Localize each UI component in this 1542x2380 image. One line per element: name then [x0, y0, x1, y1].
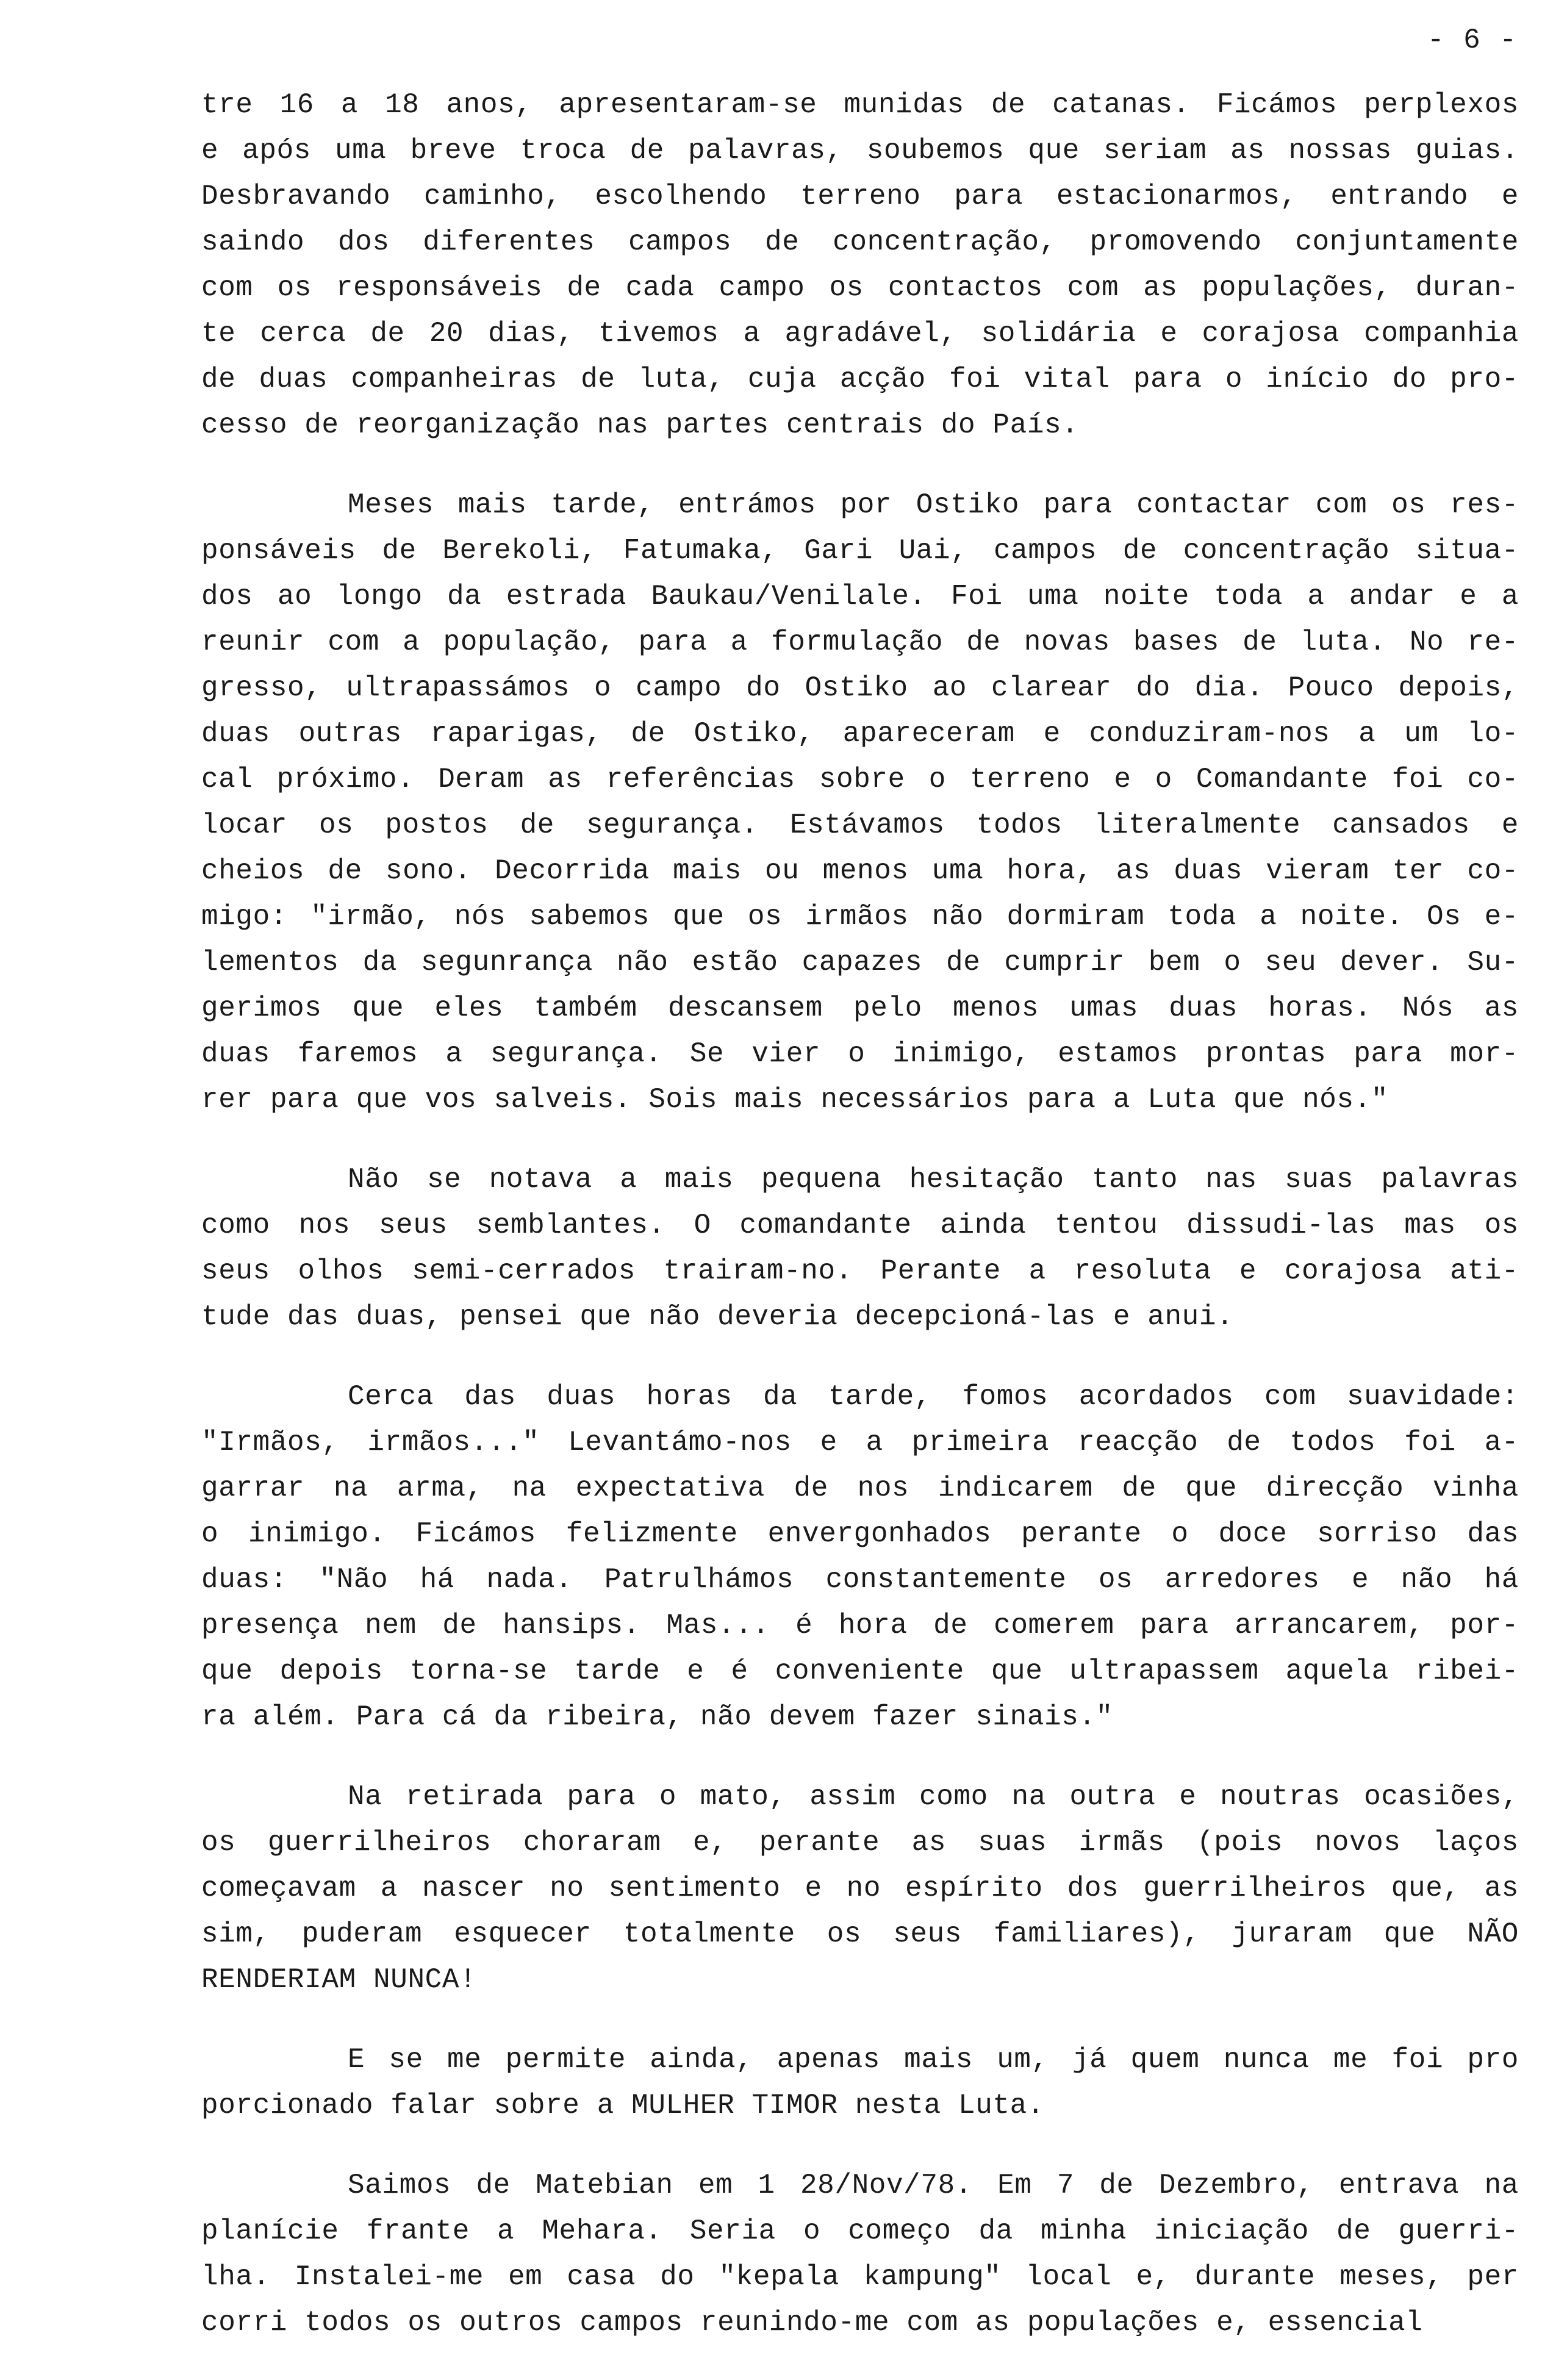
paragraph [201, 482, 1519, 1123]
text-line: garrar na arma, na expectativa de nos indicarem de que direcção vinha [201, 1472, 1519, 1504]
text-line: tre 16 a 18 anos, apresentaram-se munidas de catanas. Ficámos perplexos [201, 89, 1519, 121]
paragraph [201, 82, 1519, 448]
text-line: porcionado falar sobre a MULHER TIMOR nesta Luta. [201, 2090, 1045, 2121]
paragraph [201, 2163, 1519, 2346]
text-line: reunir com a população, para a formulação de novas bases de luta. No re- [201, 626, 1519, 658]
text-line: ponsáveis de Berekoli, Fatumaka, Gari Uai, campos de concentração situa- [201, 535, 1519, 567]
text-line: dos ao longo da estrada Baukau/Venilale. Foi uma noite toda a andar e a [201, 581, 1519, 612]
text-line: como nos seus semblantes. O comandante ainda tentou dissudi-las mas os [201, 1210, 1519, 1241]
text-line: duas faremos a segurança. Se vier o inimigo, estamos prontas para mor- [201, 1038, 1519, 1070]
text-line: locar os postos de segurança. Estávamos todos literalmente cansados e [201, 809, 1519, 841]
text-line: migo: "irmão, nós sabemos que os irmãos não dormiram toda a noite. Os e- [201, 901, 1519, 933]
text-line: Saimos de Matebian em 1 28/Nov/78. Em 7 de Dezembro, entrava na [348, 2170, 1519, 2201]
text-line: gresso, ultrapassámos o campo do Ostiko ao clarear do dia. Pouco depois, [201, 672, 1519, 704]
text-line: Meses mais tarde, entrámos por Ostiko para contactar com os res- [348, 489, 1519, 521]
text-line: lementos da segunrança não estão capazes de cumprir bem o seu dever. Su- [201, 947, 1519, 978]
text-line: rer para que vos salveis. Sois mais necessários para a Luta que nós." [201, 1084, 1389, 1116]
text-line: seus olhos semi-cerrados trairam-no. Perante a resoluta e corajosa ati- [201, 1255, 1519, 1287]
text-line: cheios de sono. Decorrida mais ou menos uma hora, as duas vieram ter co- [201, 855, 1519, 887]
text-line: que depois torna-se tarde e é conveniente que ultrapassem aquela ribei- [201, 1655, 1519, 1687]
text-line: duas outras raparigas, de Ostiko, apareceram e conduziram-nos a um lo- [201, 718, 1519, 750]
text-line: cal próximo. Deram as referências sobre o terreno e o Comandante foi co- [201, 764, 1519, 795]
paragraph [201, 1157, 1519, 1340]
text-line: cesso de reorganização nas partes centrais do País. [201, 409, 1079, 441]
document-body [201, 82, 1519, 2380]
text-line: Não se notava a mais pequena hesitação tanto nas suas palavras [348, 1164, 1519, 1195]
text-line: ra além. Para cá da ribeira, não devem fazer sinais." [201, 1701, 1113, 1733]
text-line: "Irmãos, irmãos..." Levantámo-nos e a primeira reacção de todos foi a- [201, 1427, 1519, 1458]
text-line: duas: "Não há nada. Patrulhámos constantemente os arredores e não há [201, 1564, 1519, 1596]
text-line: RENDERIAM NUNCA! [201, 1964, 477, 1996]
text-line: os guerrilheiros choraram e, perante as suas irmãs (pois novos laços [201, 1827, 1519, 1858]
text-line: saindo dos diferentes campos de concentração, promovendo conjuntamente [201, 226, 1519, 258]
text-line: sim, puderam esquecer totalmente os seus familiares), juraram que NÃO [201, 1918, 1519, 1950]
text-line: presença nem de hansips. Mas... é hora de comerem para arrancarem, por- [201, 1610, 1519, 1641]
paragraph [201, 2037, 1519, 2129]
text-line: corri todos os outros campos reunindo-me com as populações e, essencial [201, 2307, 1423, 2339]
text-line: lha. Instalei-me em casa do "kepala kampung" local e, durante meses, per [201, 2261, 1519, 2293]
text-line: com os responsáveis de cada campo os contactos com as populações, duran- [201, 272, 1519, 304]
text-line: e após uma breve troca de palavras, soubemos que seriam as nossas guias. [201, 135, 1519, 167]
text-line: tude das duas, pensei que não deveria decepcioná-las e anui. [201, 1301, 1234, 1333]
text-line: o inimigo. Ficámos felizmente envergonhados perante o doce sorriso das [201, 1518, 1519, 1550]
text-line: Cerca das duas horas da tarde, fomos acordados com suavidade: [348, 1381, 1519, 1413]
text-line: E se me permite ainda, apenas mais um, já quem nunca me foi pro [348, 2044, 1519, 2076]
paragraph [201, 1374, 1519, 1740]
text-line: de duas companheiras de luta, cuja acção foi vital para o início do pro- [201, 364, 1519, 395]
text-line: te cerca de 20 dias, tivemos a agradável, solidária e corajosa companhia [201, 318, 1519, 349]
page-number: - 6 - [1427, 24, 1518, 56]
text-line: Na retirada para o mato, assim como na outra e noutras ocasiões, [348, 1781, 1519, 1813]
text-line: gerimos que eles também descansem pelo menos umas duas horas. Nós as [201, 992, 1519, 1024]
text-line: começavam a nascer no sentimento e no espírito dos guerrilheiros que, as [201, 1873, 1519, 1904]
paragraph [201, 1774, 1519, 2003]
text-line: Desbravando caminho, escolhendo terreno para estacionarmos, entrando e [201, 181, 1519, 212]
text-line: planície frante a Mehara. Seria o começo da minha iniciação de guerri- [201, 2215, 1519, 2247]
